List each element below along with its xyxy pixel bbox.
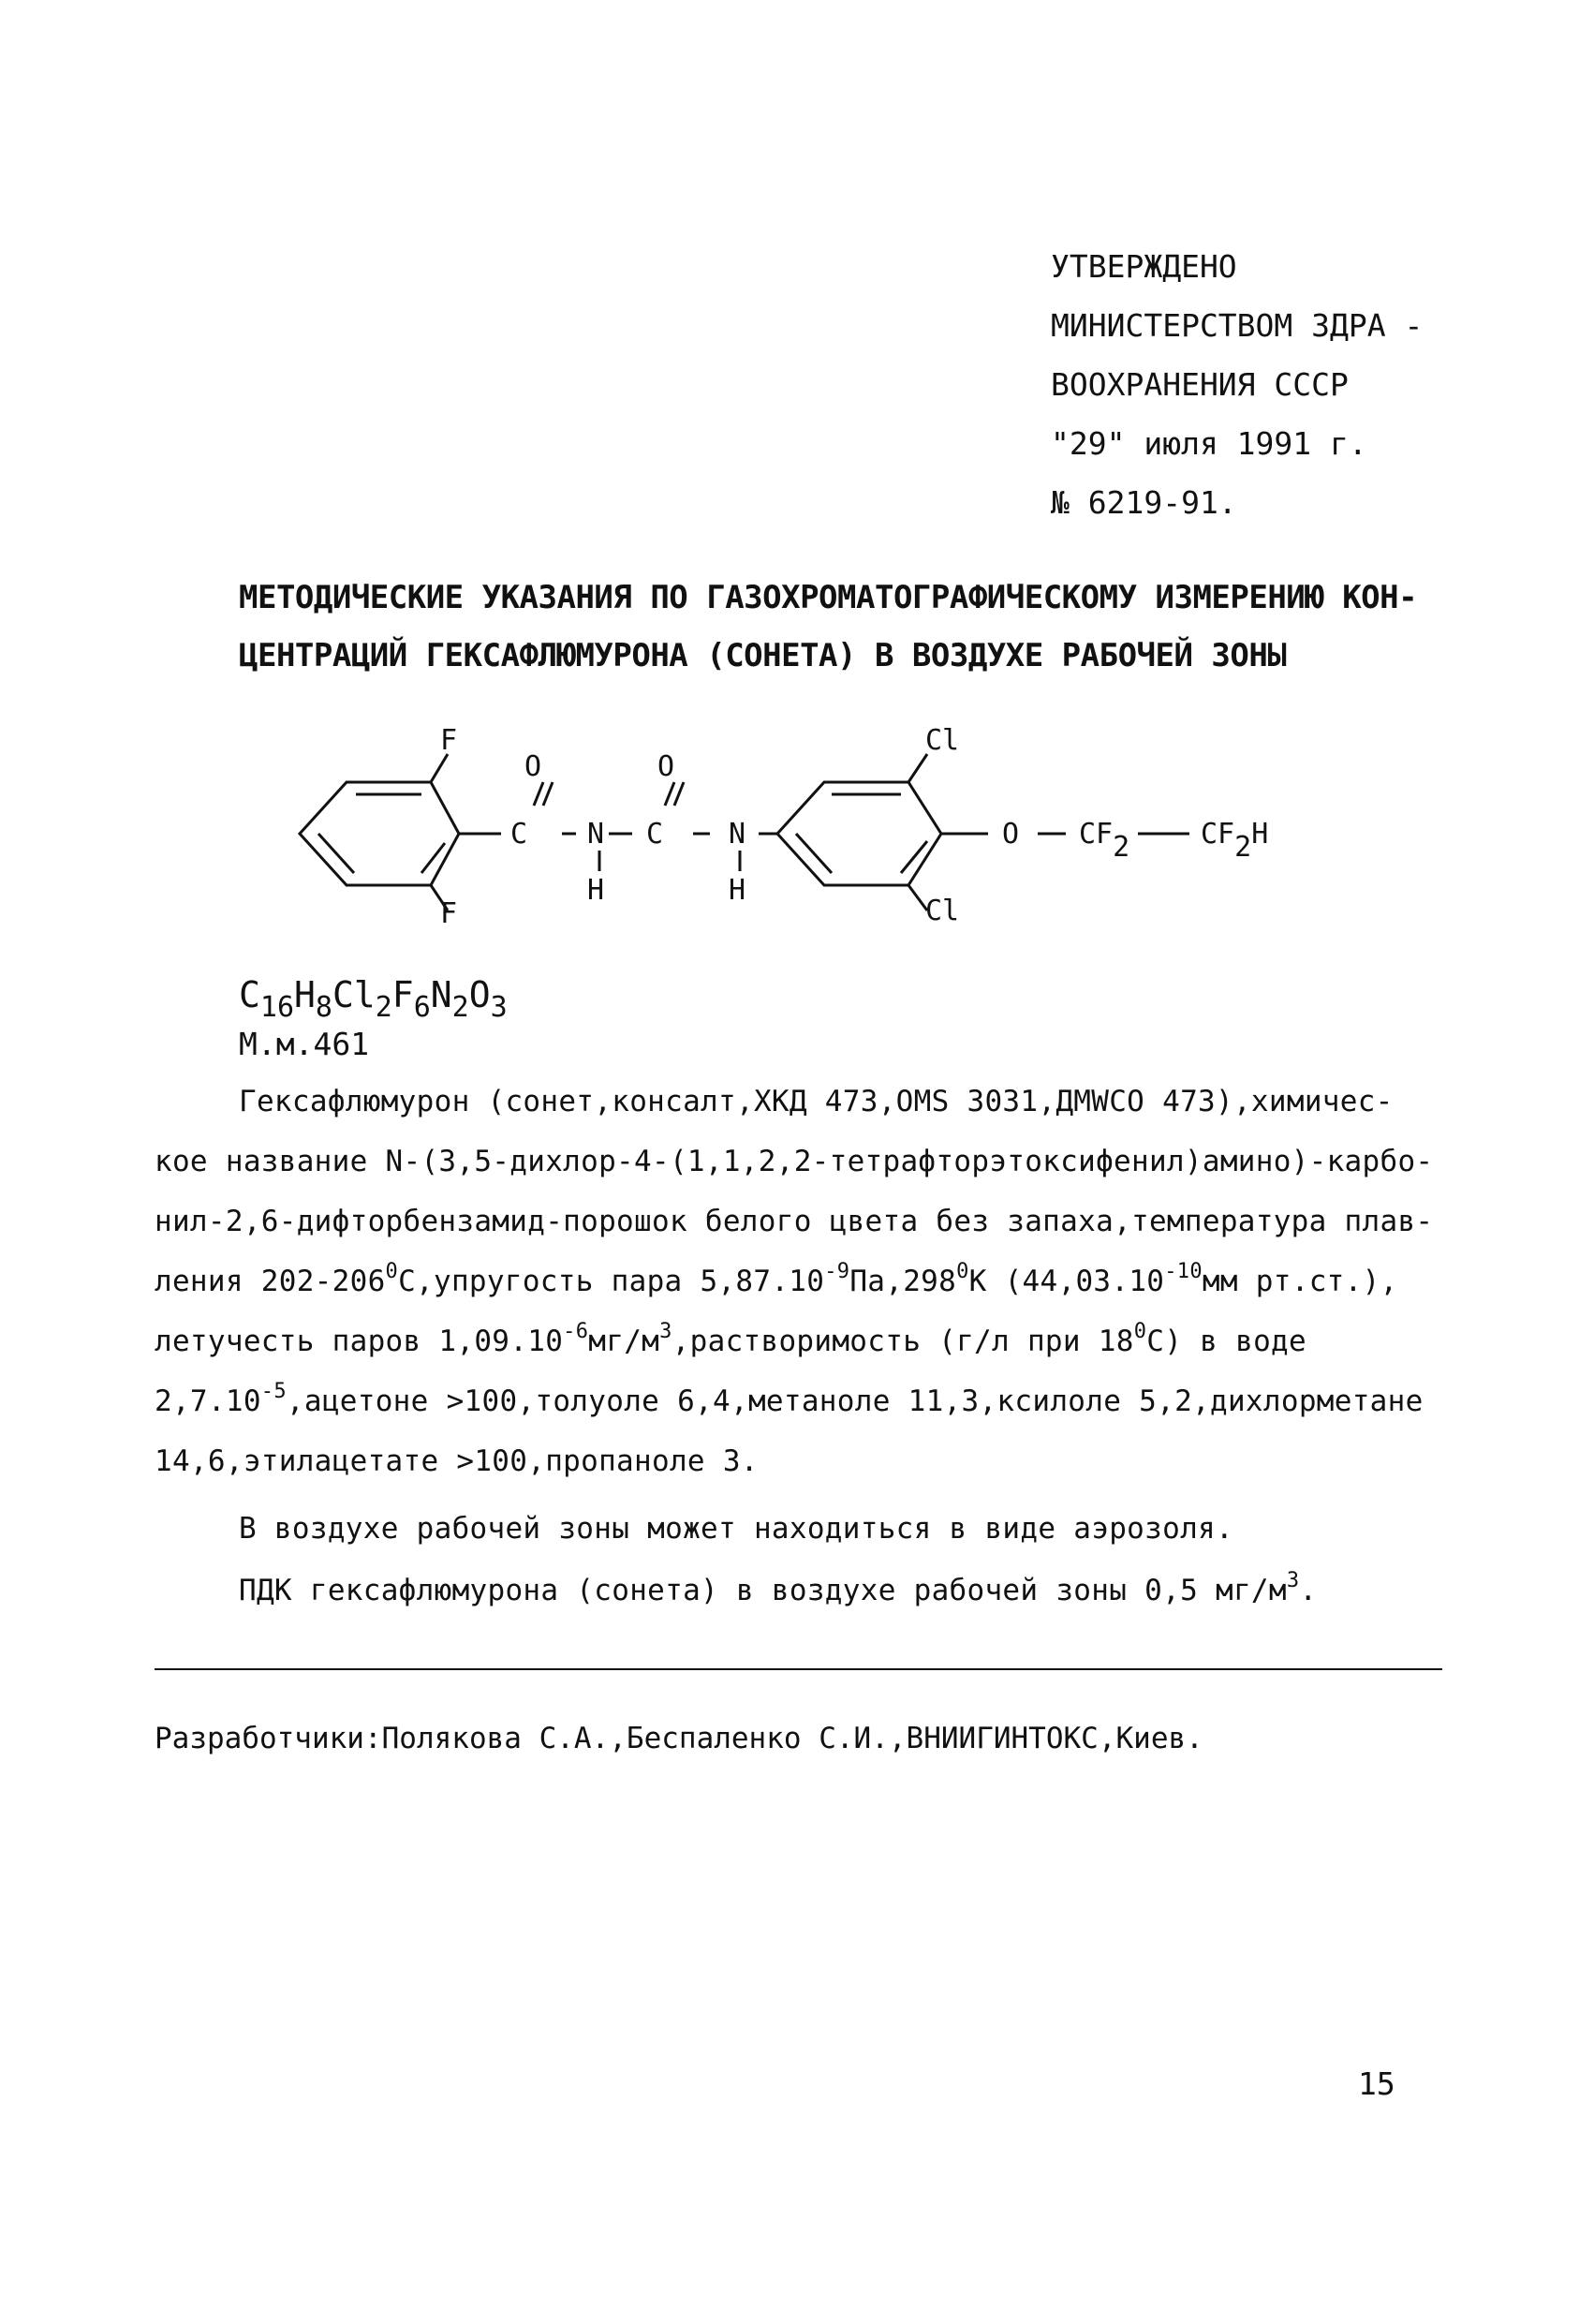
cf2-text: CF: [1079, 818, 1114, 851]
structural-formula-diagram: [272, 712, 1321, 946]
chlorine-top-label: Cl: [925, 724, 960, 757]
formula-c: C: [239, 974, 260, 1015]
l6b: ,ацетоне >100,толуоле 6,4,метаноле 11,3,ксилоле 5,2,дихлорметане: [286, 1384, 1424, 1418]
l6a: 2,7.10: [155, 1384, 261, 1418]
approval-line-2: МИНИСТЕРСТВОМ ЗДРА -: [1051, 307, 1424, 344]
para-line-2: кое название N-(3,5-дихлор-4-(1,1,2,2-тетрафторэтоксифенил)амино)-карбо-: [155, 1145, 1434, 1178]
l5c: ,растворимость (г/л при 18: [672, 1325, 1134, 1358]
molecular-formula: [239, 974, 508, 1024]
sup-deg-3: 0: [1133, 1320, 1147, 1343]
carbon-label-1: C: [510, 818, 528, 851]
formula-cl-count: 2: [375, 991, 392, 1024]
sup-exp-9: -9: [824, 1260, 850, 1283]
formula-o: O: [468, 974, 491, 1015]
sup-exp-6: -6: [563, 1320, 589, 1343]
nitrogen-label-1: N: [587, 818, 605, 851]
sup-cube: 3: [659, 1320, 672, 1343]
l4a: ления 202-206: [155, 1265, 386, 1298]
fluorine-bottom-label: F: [440, 897, 458, 930]
title-line-2: ЦЕНТРАЦИЙ ГЕКСАФЛЮМУРОНА (СОНЕТА) В ВОЗДУХЕ РАБОЧЕЙ ЗОНЫ: [239, 637, 1287, 674]
l4e: мм рт.ст.),: [1202, 1265, 1398, 1298]
hydrogen-label-1: H: [587, 874, 605, 907]
formula-h-count: 8: [315, 991, 332, 1024]
nitrogen-label-2: N: [729, 818, 746, 851]
right-benzene-ring: [777, 782, 941, 885]
l4b: С,упругость пара 5,87.10: [398, 1265, 825, 1298]
approval-line-1: УТВЕРЖДЕНО: [1051, 248, 1237, 285]
carbonyl-oxygen-1: O: [524, 750, 542, 783]
mac-end: .: [1299, 1574, 1318, 1607]
ether-oxygen-label: O: [1002, 818, 1020, 851]
chlorine-bottom-label: Cl: [925, 895, 960, 927]
cf2h-subscript: 2: [1234, 831, 1252, 864]
hydrogen-label-2: H: [729, 874, 746, 907]
sup-exp-5: -5: [260, 1380, 287, 1403]
formula-c-count: 16: [259, 991, 295, 1024]
horizontal-divider: [155, 1668, 1442, 1670]
formula-f: F: [391, 974, 414, 1015]
para-line-7: 14,6,этилацетате >100,пропаноле 3.: [155, 1444, 759, 1478]
formula-f-count: 6: [413, 991, 431, 1024]
sup-exp-10: -10: [1164, 1260, 1203, 1283]
l4d: К (44,03.10: [968, 1265, 1165, 1298]
title-line-1: МЕТОДИЧЕСКИЕ УКАЗАНИЯ ПО ГАЗОХРОМАТОГРАФИЧЕСКОМУ ИЗМЕРЕНИЮ КОН-: [239, 579, 1418, 616]
carbon-label-2: C: [646, 818, 664, 851]
aerosol-statement: В воздухе рабочей зоны может находиться в виде аэрозоля.: [239, 1512, 1233, 1546]
para-line-5: [155, 1320, 1306, 1358]
cf2h-text: CF: [1201, 818, 1235, 851]
approval-line-3: ВООХРАНЕНИЯ СССР: [1051, 366, 1349, 403]
para-line-1: Гексафлюмурон (сонет,консалт,ХКД 473,OMS 3031,ДМWCO 473),химичес-: [239, 1085, 1394, 1118]
para-line-4: [155, 1260, 1398, 1298]
cf2h-hydrogen: H: [1251, 818, 1269, 851]
formula-h: H: [294, 974, 316, 1015]
fluorine-top-label: F: [440, 724, 458, 757]
formula-cl: Cl: [332, 974, 376, 1015]
mac-sup: 3: [1286, 1569, 1300, 1592]
sup-deg-1: 0: [385, 1260, 399, 1283]
mac-statement: [239, 1569, 1318, 1607]
cf2h-label: [1201, 818, 1268, 864]
formula-n: N: [430, 974, 452, 1015]
l4c: Па,298: [849, 1265, 957, 1298]
molecular-weight: М.м.461: [239, 1026, 370, 1062]
formula-o-count: 3: [490, 991, 508, 1024]
page-number: 15: [1358, 2065, 1395, 2102]
approval-date: "29" июля 1991 г.: [1051, 425, 1367, 462]
l5d: С) в воде: [1146, 1325, 1306, 1358]
cf2-label: [1079, 818, 1129, 864]
cf2-subscript: 2: [1113, 831, 1130, 864]
approval-number: № 6219-91.: [1051, 484, 1237, 521]
mac-text: ПДК гексафлюмурона (сонета) в воздухе рабочей зоны 0,5 мг/м: [239, 1574, 1287, 1607]
developers-note: Разработчики:Полякова С.А.,Беспаленко С.И.,ВНИИГИНТОКС,Киев.: [155, 1722, 1203, 1755]
para-line-6: [155, 1380, 1424, 1418]
carbonyl-oxygen-2: O: [657, 750, 675, 783]
left-benzene-ring: [300, 782, 459, 885]
l5b: мг/м: [588, 1325, 660, 1358]
l5a: летучесть паров 1,09.10: [155, 1325, 564, 1358]
sup-deg-2: 0: [956, 1260, 969, 1283]
para-line-3: нил-2,6-дифторбензамид-порошок белого цвета без запаха,температура плав-: [155, 1205, 1434, 1238]
formula-n-count: 2: [451, 991, 469, 1024]
